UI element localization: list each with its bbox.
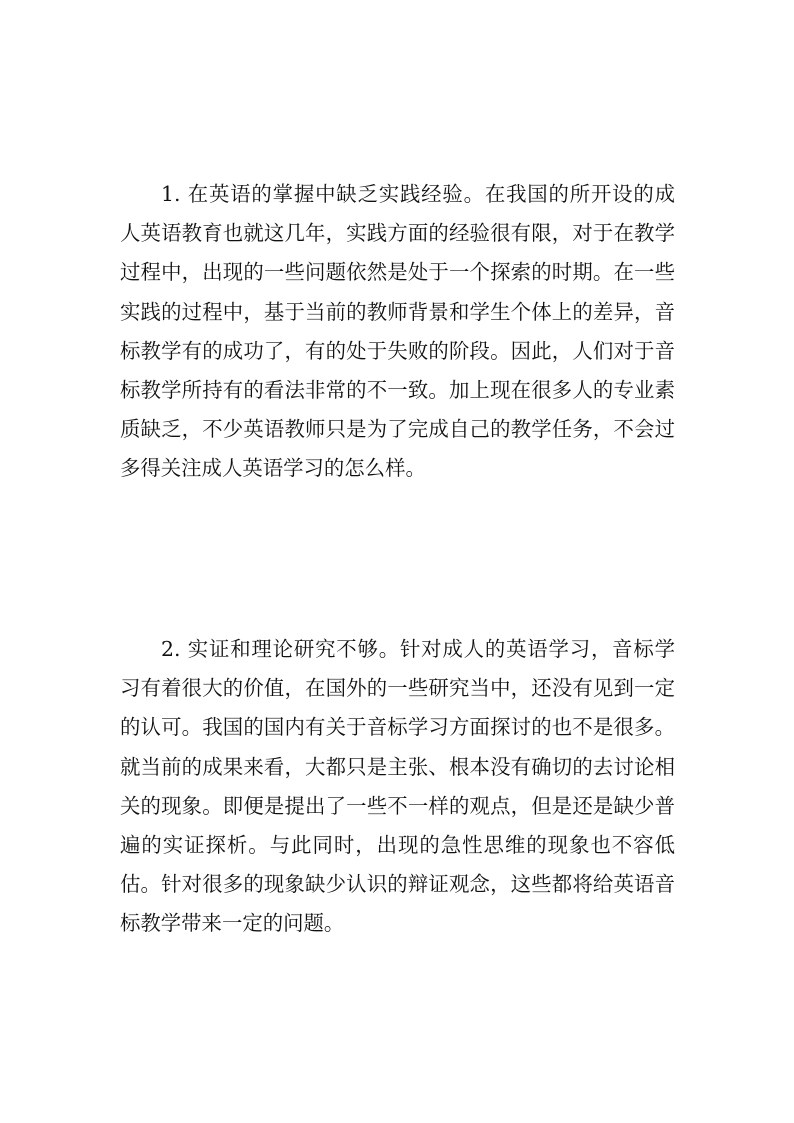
paragraph-2: 2. 实证和理论研究不够。针对成人的英语学习，音标学习有着很大的价值，在国外的一些研究当中，还没有见到一定的认可。我国的国内有关于音标学习方面探讨的也不是很多。就当前的成果来看，大都只是主张、根本没有确切的去讨论相关的现象。即便是提出了一些不一样的观点，但是还是缺少普遍的实证探析。与此同时，出现的急性思维的现象也不容低估。针对很多的现象缺少认识的辩证观念，这些都将给英语音标教学带来一定的问题。 [120,637,675,936]
paragraph-1: 1. 在英语的掌握中缺乏实践经验。在我国的所开设的成人英语教育也就这几年，实践方面的经验很有限，对于在教学过程中，出现的一些问题依然是处于一个探索的时期。在一些实践的过程中，基于当前的教师背景和学生个体上的差异，音标教学有的成功了，有的处于失败的阶段。因此，人们对于音标教学所持有的看法非常的不一致。加上现在很多人的专业素质缺乏，不少英语教师只是为了完成自己的教学任务，不会过多得关注成人英语学习的怎么样。 [120,182,675,481]
